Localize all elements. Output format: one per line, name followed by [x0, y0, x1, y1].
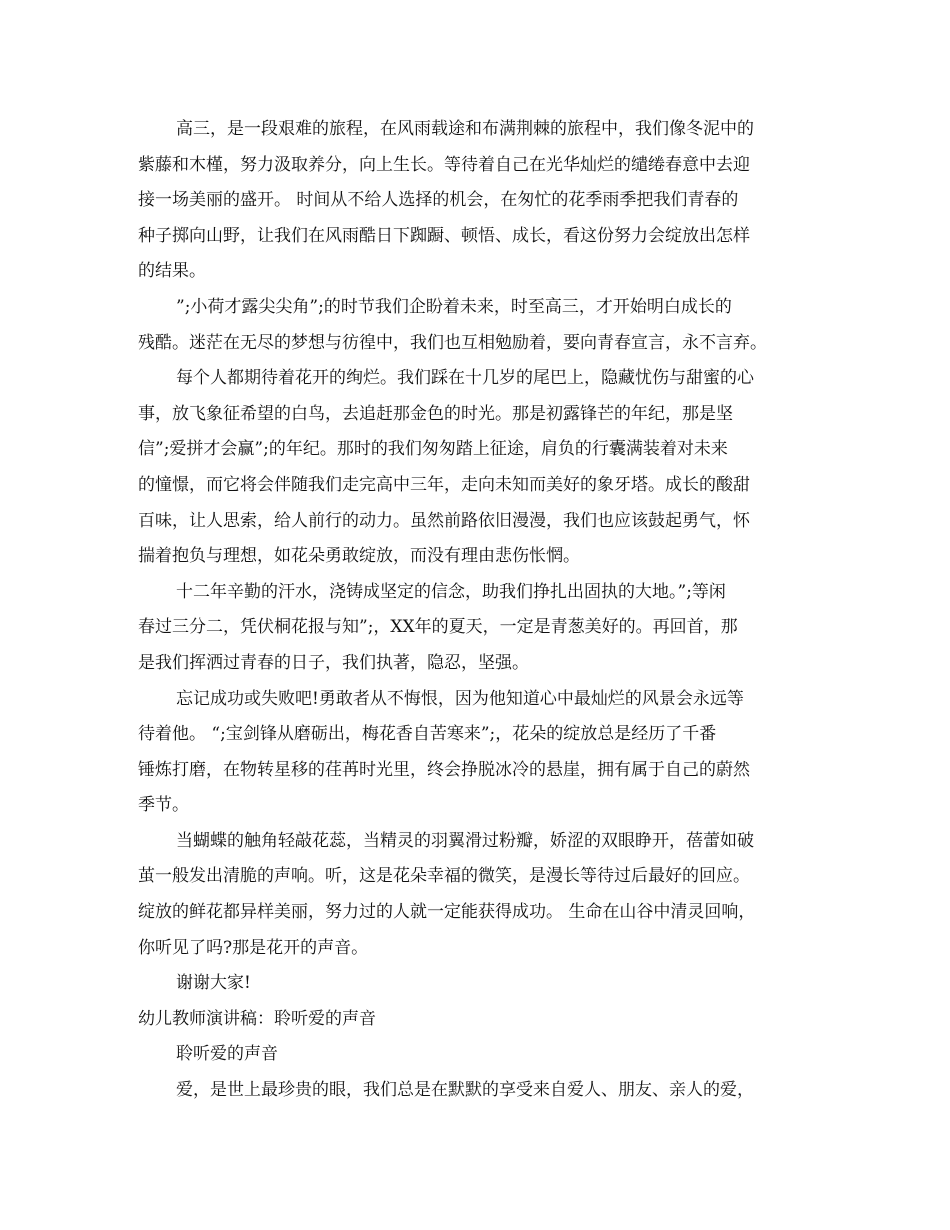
text-line: 季节。: [138, 795, 189, 816]
text-line: 的结果。: [138, 261, 206, 282]
text-line: 高三，是一段艰难的旅程，在风雨载途和布满荆棘的旅程中，我们像冬泥中的: [176, 119, 754, 139]
text-line: 当蝴蝶的触角轻敲花蕊，当精灵的羽翼滑过粉瓣，娇涩的双眼睁开，蓓蕾如破: [176, 830, 754, 851]
text-line: 十二年辛勤的汗水，浇铸成坚定的信念，助我们挣扎出固执的大地。”;等闲: [176, 581, 726, 602]
text-line: 锤炼打磨，在物转星移的荏苒时光里，终会挣脱冰冷的悬崖，拥有属于自己的蔚然: [138, 759, 750, 780]
text-line: 种子掷向山野，让我们在风雨酷日下踟蹰、顿悟、成长，看这份努力会绽放出怎样: [138, 225, 750, 246]
text-line: 你听见了吗?那是花开的声音。: [138, 937, 369, 958]
text-line: 事，放飞象征希望的白鸟，去追赶那金色的时光。那是初露锋芒的年纪，那是坚: [138, 403, 733, 424]
text-line: 百味，让人思索，给人前行的动力。虽然前路依旧漫漫，我们也应该鼓起勇气，怀: [138, 510, 750, 531]
text-line: 爱，是世上最珍贵的眼，我们总是在默默的享受来自爱人、朋友、亲人的爱，: [176, 1080, 754, 1101]
text-line: 是我们挥洒过青春的日子，我们执著，隐忍，坚强。: [138, 652, 529, 673]
text-line: 聆听爱的声音: [176, 1044, 278, 1065]
text-line: 茧一般发出清脆的声响。听，这是花朵幸福的微笑，是漫长等待过后最好的回应。: [138, 866, 750, 887]
text-line: 紫藤和木槿，努力汲取养分，向上生长。等待着自己在光华灿烂的缱绻春意中去迎: [138, 154, 750, 175]
text-line: 绽放的鲜花都异样美丽，努力过的人就一定能获得成功。 生命在山谷中清灵回响，: [138, 902, 756, 923]
text-line: 待着他。 “;宝剑锋从磨砺出，梅花香自苦寒来”;，花朵的绽放总是经历了千番: [138, 724, 717, 745]
text-line: ”;小荷才露尖尖角”;的时节我们企盼着未来，时至高三，才开始明白成长的: [176, 296, 732, 317]
text-line: 信”;爱拼才会赢”;的年纪。那时的我们匆匆踏上征途，肩负的行囊满装着对未来: [138, 439, 728, 460]
text-line: 每个人都期待着花开的绚烂。我们踩在十几岁的尾巴上，隐藏忧伤与甜蜜的心: [176, 368, 754, 389]
text-line: 忘记成功或失败吧!勇敢者从不悔恨，因为他知道心中最灿烂的风景会永远等: [176, 688, 744, 709]
text-line: 接一场美丽的盛开。 时间从不给人选择的机会，在匆忙的花季雨季把我们青春的: [138, 190, 739, 211]
text-line: 残酷。迷茫在无尽的梦想与彷徨中，我们也互相勉励着，要向青春宣言，永不言弃。: [138, 332, 767, 353]
text-line: 幼儿教师演讲稿：聆听爱的声音: [138, 1008, 376, 1029]
text-line: 揣着抱负与理想，如花朵勇敢绽放，而没有理由悲伤怅惘。: [138, 546, 580, 567]
text-line: 谢谢大家!: [176, 973, 251, 994]
text-line: 春过三分二，凭伏桐花报与知”;，XX年的夏天，一定是青葱美好的。再回首，那: [138, 617, 738, 638]
text-line: 的憧憬，而它将会伴随我们走完高中三年，走向未知而美好的象牙塔。成长的酸甜: [138, 474, 750, 495]
